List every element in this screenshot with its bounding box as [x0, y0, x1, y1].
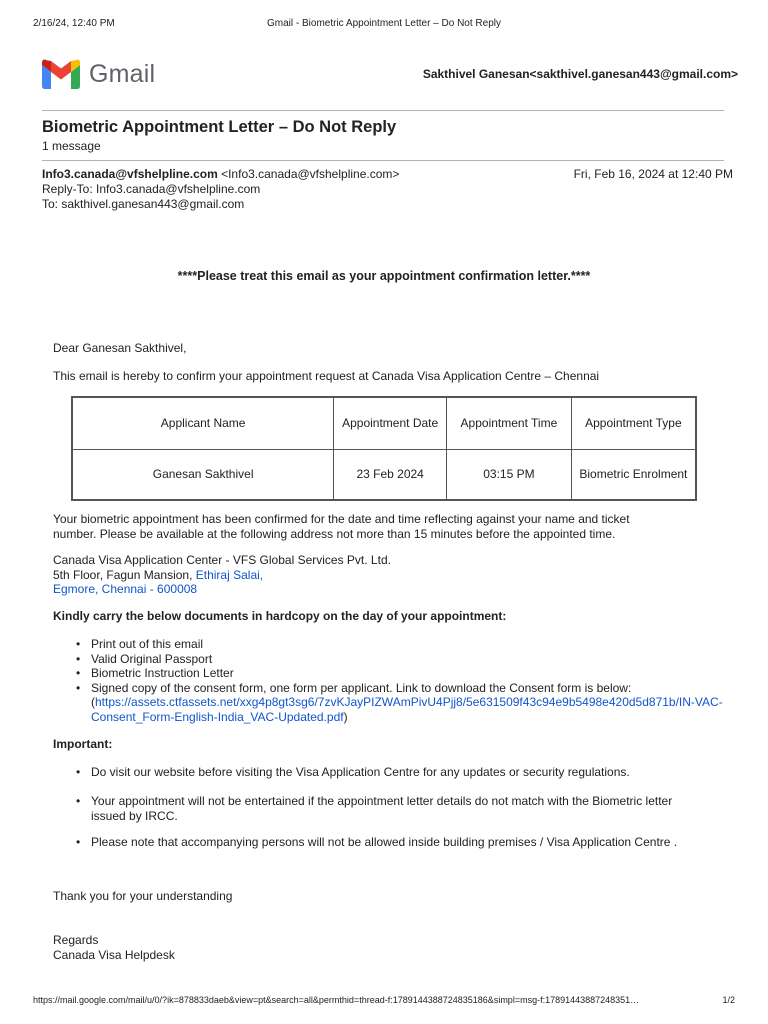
table-row — [72, 449, 696, 500]
table-header-cell: Appointment Time — [447, 397, 572, 449]
gmail-logo-icon — [42, 59, 80, 89]
account-label: Sakthivel Ganesan<sakthivel.ganesan443@gmail.com> — [422, 67, 738, 81]
print-timestamp: 2/16/24, 12:40 PM — [33, 18, 115, 29]
regards-text: Regards — [53, 933, 99, 947]
important-list — [70, 835, 730, 850]
documents-heading: Kindly carry the below documents in hardcopy on the day of your appointment: — [53, 609, 507, 623]
thread-subject: Biometric Appointment Letter – Do Not Reply — [42, 118, 397, 136]
from-line — [42, 167, 399, 182]
list-item: • Do visit our website before visiting the Visa Application Centre for any updates or security regulations. — [70, 765, 730, 780]
consent-open: ( — [91, 695, 95, 709]
sender-address: <Info3.canada@vfshelpline.com> — [221, 167, 400, 181]
address-line1: Canada Visa Application Center - VFS Global Services Pvt. Ltd. — [53, 553, 391, 567]
to-line: To: sakthivel.ganesan443@gmail.com — [42, 197, 245, 211]
message-count: 1 message — [42, 139, 101, 153]
table-header-cell: Appointment Date — [334, 397, 447, 449]
address-block — [53, 553, 723, 597]
gmail-brand — [42, 57, 155, 91]
signature-text: Canada Visa Helpdesk — [53, 948, 175, 962]
confirmation-note: ****Please treat this email as your appointment confirmation letter.**** — [177, 269, 591, 283]
list-item: • Valid Original Passport — [70, 652, 730, 667]
consent-close: ) — [343, 709, 348, 724]
table-cell-type: Biometric Enrolment — [571, 449, 696, 500]
sender-name: Info3.canada@vfshelpline.com — [42, 167, 218, 181]
confirmed-paragraph: Your biometric appointment has been confirmed for the date and time reflecting against your name and ticket number. Please be available at the following address not more than 15 minutes before the appointed time. — [53, 512, 630, 541]
important-list — [70, 794, 690, 823]
table-cell-date: 23 Feb 2024 — [334, 449, 447, 500]
table-header-row — [72, 397, 696, 449]
consent-form-link[interactable]: https://assets.ctfassets.net/xxg4p8gt3sg6/7zvKJayPIZWAmPivU4Pjj8/5e631509f43c94e9b5498e420d5d871b/IN-VAC-Consent_Form-English-India_VAC-Updated.pdf — [91, 695, 723, 724]
documents-list — [70, 637, 730, 724]
table-header-cell: Applicant Name — [72, 397, 334, 449]
intro-text: This email is hereby to confirm your appointment request at Canada Visa Application Centre – Chennai — [53, 369, 600, 383]
address-line2-text: 5th Floor, Fagun Mansion, — [53, 567, 196, 582]
important-heading: Important: — [53, 737, 113, 751]
map-link-city[interactable]: Egmore, Chennai - 600008 — [53, 582, 198, 596]
gmail-wordmark: Gmail — [89, 59, 156, 88]
important-list — [70, 765, 730, 780]
list-item — [70, 681, 730, 725]
message-date: Fri, Feb 16, 2024 at 12:40 PM — [573, 167, 733, 181]
list-item: • Your appointment will not be entertained if the appointment letter details do not match with the Biometric letter issued by IRCC. — [70, 794, 690, 823]
map-link-street[interactable]: Ethiraj Salai, — [195, 567, 264, 582]
list-item: • Biometric Instruction Letter — [70, 666, 730, 681]
list-item: • Print out of this email — [70, 637, 730, 652]
print-footer-url: https://mail.google.com/mail/u/0/?ik=878833daeb&view=pt&search=all&permthid=thread-f:1789144388724835186&simpl=msg-f:17891443887248351… — [33, 995, 640, 1005]
print-page-title: Gmail - Biometric Appointment Letter – Do Not Reply — [267, 18, 501, 29]
address-line2 — [53, 568, 723, 583]
table-cell-time: 03:15 PM — [447, 449, 572, 500]
appointment-table — [71, 396, 697, 501]
table-cell-applicant: Ganesan Sakthivel — [72, 449, 334, 500]
print-header — [33, 18, 735, 32]
thanks-text: Thank you for your understanding — [53, 889, 233, 903]
divider — [42, 110, 724, 111]
page-number: 1/2 — [722, 995, 735, 1005]
reply-to-line: Reply-To: Info3.canada@vfshelpline.com — [42, 182, 261, 196]
table-header-cell: Appointment Type — [571, 397, 696, 449]
greeting: Dear Ganesan Sakthivel, — [53, 341, 187, 355]
list-item: • Please note that accompanying persons will not be allowed inside building premises / Visa Application Centre . — [70, 835, 730, 850]
divider — [42, 160, 724, 161]
consent-text: Signed copy of the consent form, one form per applicant. Link to download the Consent form is below: — [91, 680, 632, 695]
